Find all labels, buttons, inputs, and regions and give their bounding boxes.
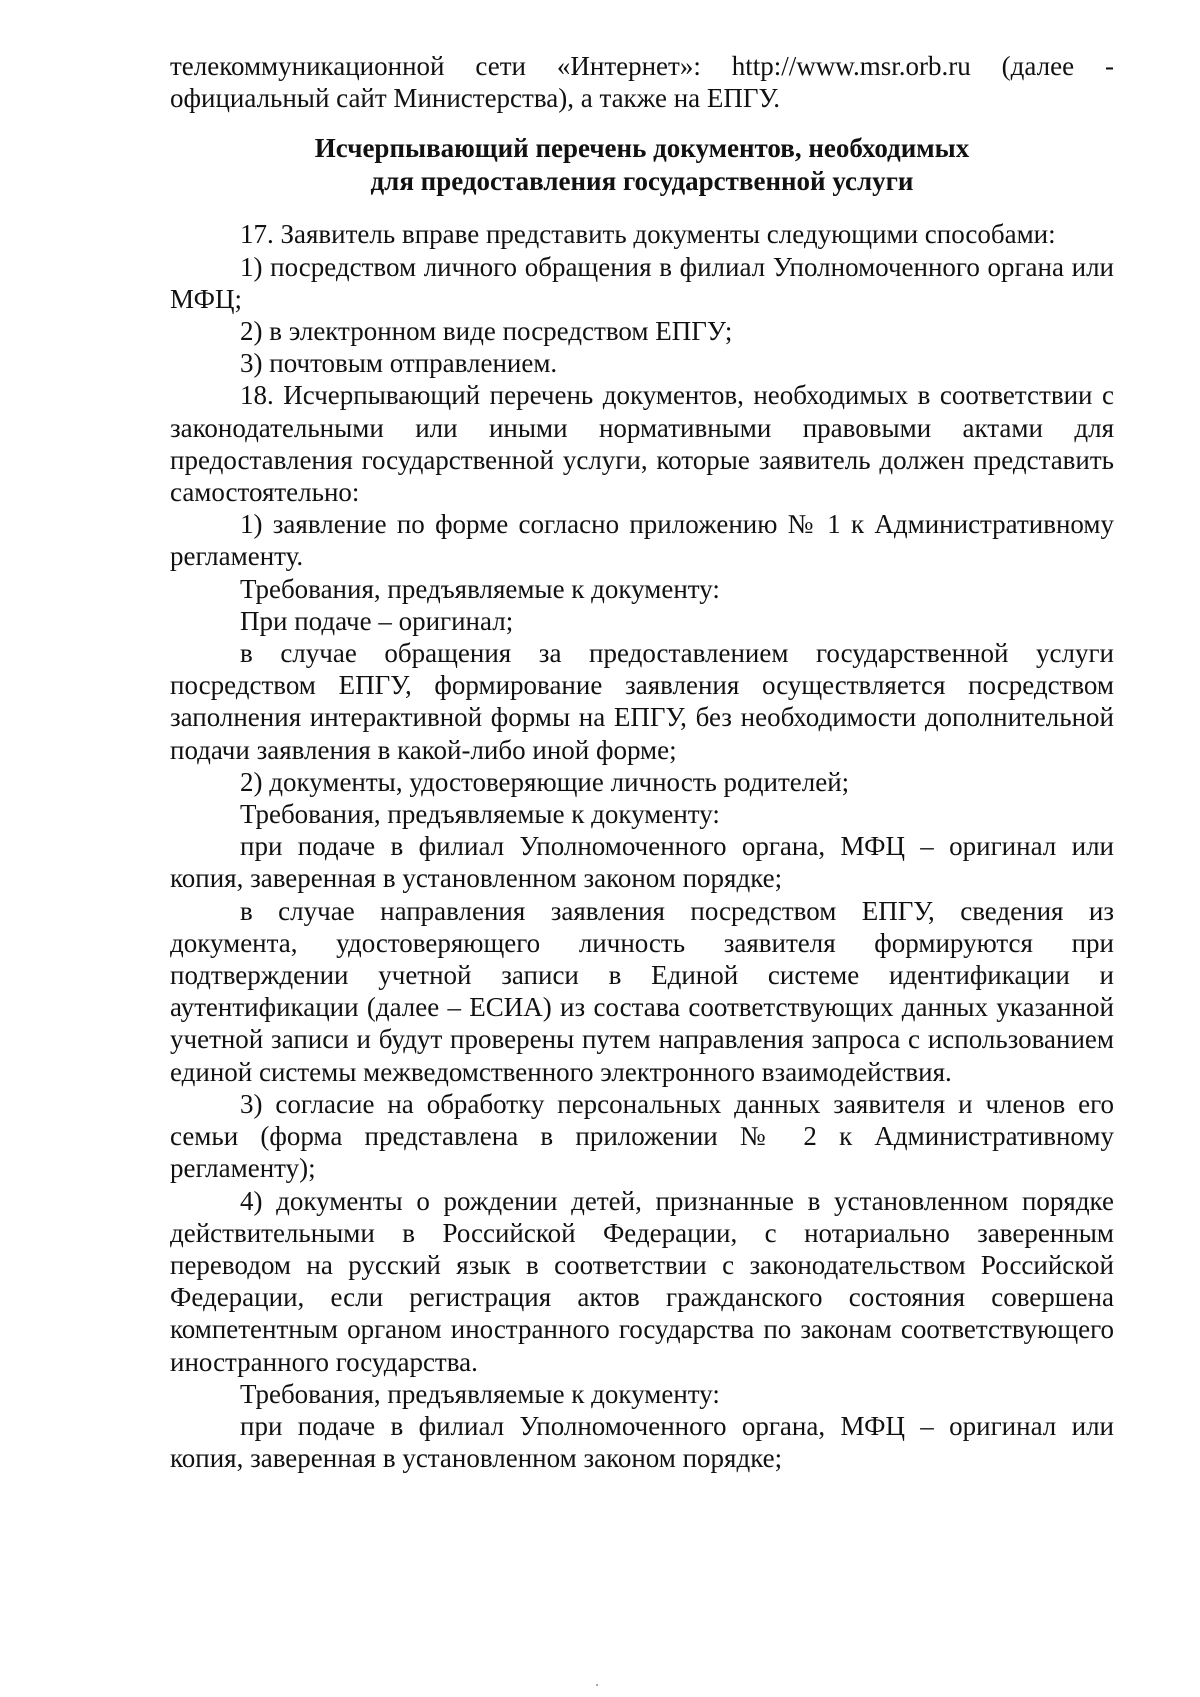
requirement-filial-copy-2: при подаче в филиал Уполномоченного органа, МФЦ – оригинал или копия, заверенная в установленном законом порядке; — [170, 1410, 1114, 1474]
paragraph-17-item-3: 3) почтовым отправлением. — [240, 348, 558, 379]
paragraph-18-item-2: 2) документы, удостоверяющие личность родителей; — [240, 766, 850, 797]
requirement-original: При подаче – оригинал; — [240, 605, 514, 636]
paragraph-17-item-2: 2) в электронном виде посредством ЕПГУ; — [240, 316, 733, 347]
paragraph-18-item-1: 1) заявление по форме согласно приложению № 1 к Административному регламенту. — [170, 509, 1114, 572]
requirement-epgu-form: в случае обращения за предоставлением государственной услуги посредством ЕПГУ, формирование заявления осуществляется посредством заполнения интерактивной формы на ЕПГУ, без необходимости дополнительной подачи заявления в какой-либо иной форме; — [170, 638, 1114, 765]
intro-paragraph: телекоммуникационной сети «Интернет»: http://www.msr.orb.ru (далее - официальный сайт Министерства), а также на ЕПГУ. — [170, 51, 1114, 114]
requirements-label-2: Требования, предъявляемые к документу: — [240, 799, 720, 830]
requirements-label-1: Требования, предъявляемые к документу: — [240, 573, 720, 604]
section-heading — [170, 132, 1114, 198]
paragraph-17-item-1: 1) посредством личного обращения в филиал Уполномоченного органа или МФЦ; — [170, 251, 1114, 314]
paragraph-18-item-4: 4) документы о рождении детей, признанные в установленном порядке действительными в Российской Федерации, с нотариально заверенным переводом на русский язык в соответствии с законодательством Российской Федерации, если регистрация актов гражданского состояния совершена компетентным органом иностранного государства по законам соответствующего иностранного государства. — [170, 1185, 1114, 1377]
section-heading-line-2: для предоставления государственной услуги — [370, 166, 914, 197]
requirement-filial-copy-1: при подаче в филиал Уполномоченного органа, МФЦ – оригинал или копия, заверенная в установленном законом порядке; — [170, 831, 1114, 894]
scan-speck — [596, 1684, 598, 1686]
section-heading-line-1: Исчерпывающий перечень документов, необходимых — [314, 133, 970, 164]
paragraph-17: 17. Заявитель вправе представить документы следующими способами: — [240, 219, 1056, 250]
paragraph-18-item-3: 3) согласие на обработку персональных данных заявителя и членов его семьи (форма представлена в приложении № 2 к Административному регламенту); — [170, 1088, 1114, 1184]
requirements-label-3: Требования, предъявляемые к документу: — [240, 1378, 720, 1409]
requirement-esia: в случае направления заявления посредством ЕПГУ, сведения из документа, удостоверяющего личность заявителя формируются при подтверждении учетной записи в Единой системе идентификации и аутентификации (далее – ЕСИА) из состава соответствующих данных указанной учетной записи и будут проверены путем направления запроса с использованием единой системы межведомственного электронного взаимодействия. — [170, 895, 1114, 1087]
document-page — [170, 50, 1114, 1474]
paragraph-18: 18. Исчерпывающий перечень документов, необходимых в соответствии с законодательными или иными нормативными правовыми актами для предоставления государственной услуги, которые заявитель должен представить самостоятельно: — [170, 380, 1114, 508]
